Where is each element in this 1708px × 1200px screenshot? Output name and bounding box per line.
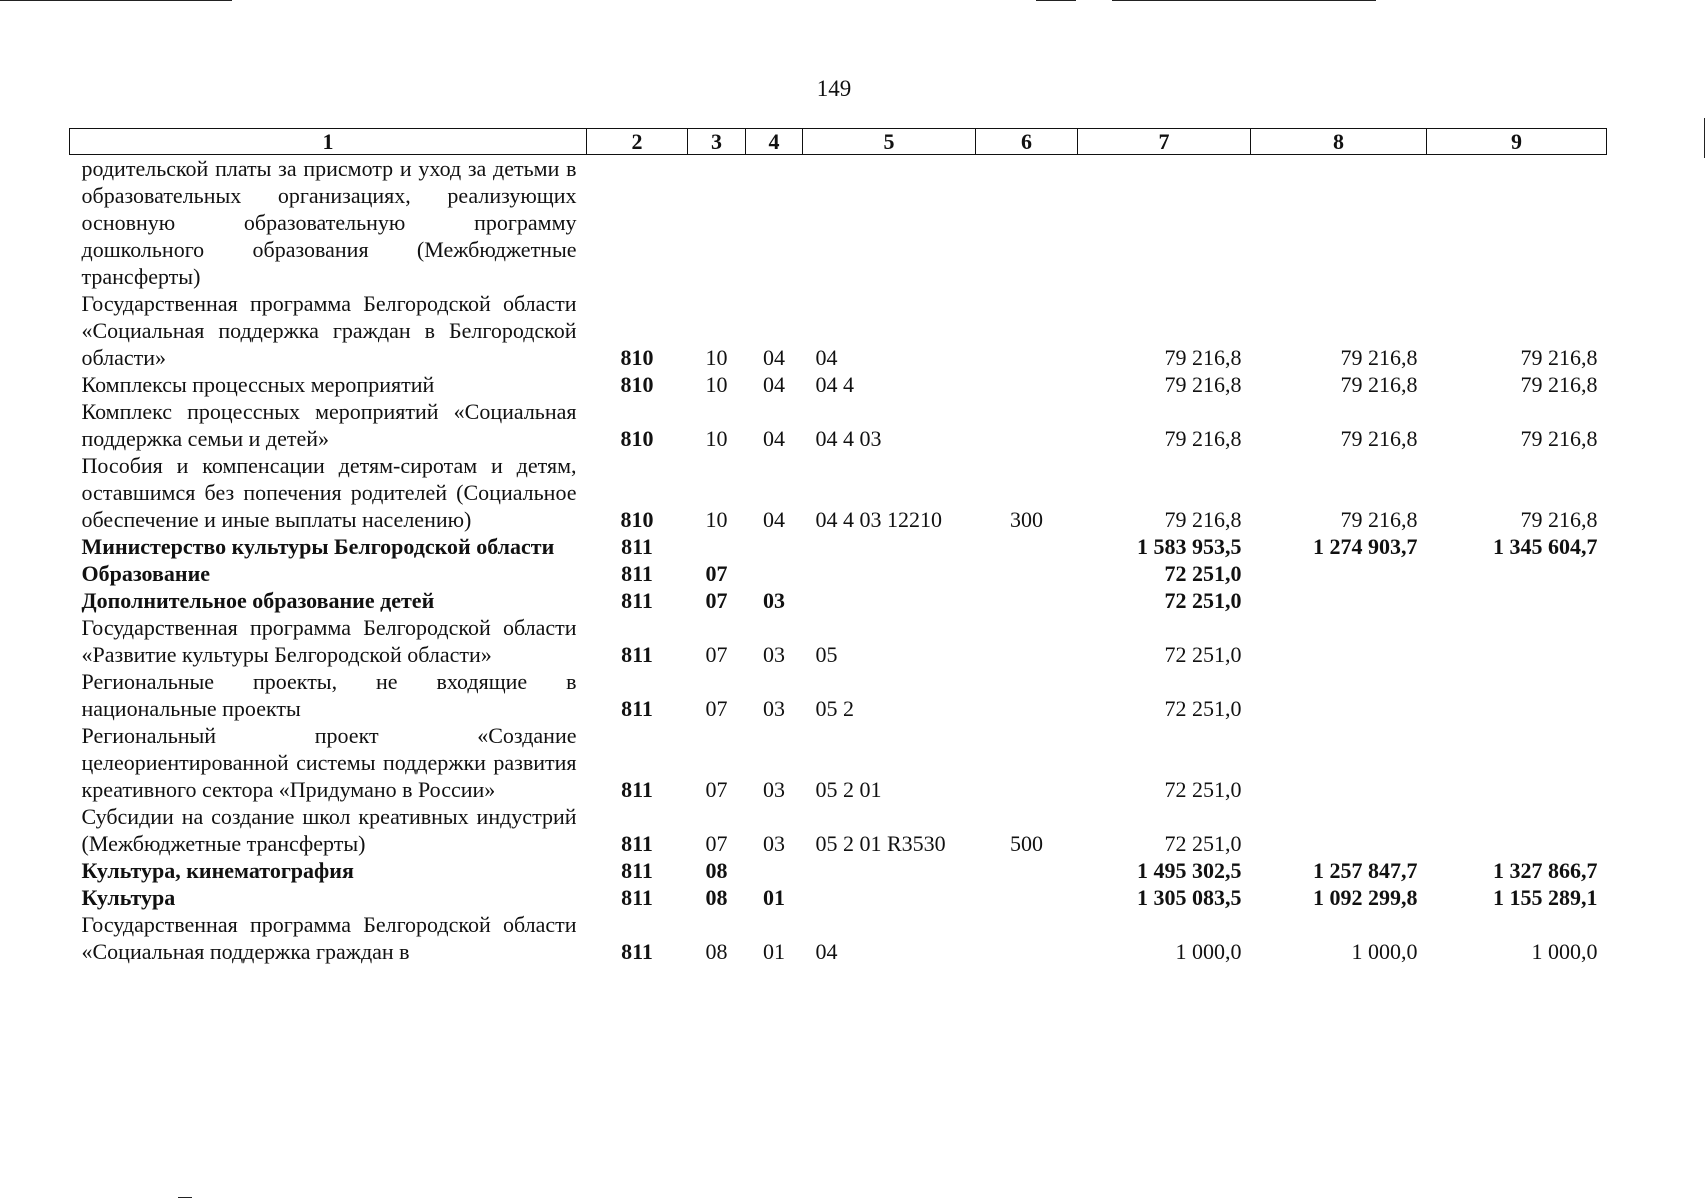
row-expense-type-code: 500 <box>1010 831 1043 856</box>
table-row <box>70 587 1607 614</box>
row-target-article-code: 05 2 01 R3530 <box>815 831 946 856</box>
row-subsection-code <box>746 560 803 587</box>
row-section-code: 10 <box>705 426 728 451</box>
row-expense-type-code <box>976 587 1078 614</box>
scan-mark-right-edge <box>1704 118 1705 158</box>
table-row <box>70 668 1607 722</box>
table-row <box>70 155 1607 291</box>
row-amount-col9 <box>1427 155 1607 291</box>
row-name: Пособия и компенсации детям-сиротам и детям, оставшимся без попечения родителей (Социальное обеспечение и иные выплаты населению) <box>81 453 577 532</box>
table-row <box>70 371 1607 398</box>
row-amount-col9 <box>1427 560 1607 587</box>
row-amount-col8: 79 216,8 <box>1340 372 1418 397</box>
row-amount-col7: 79 216,8 <box>1164 426 1242 451</box>
row-name: Государственная программа Белгородской области «Развитие культуры Белгородской области» <box>81 615 577 667</box>
row-ministry-code: 810 <box>620 507 654 532</box>
row-subsection-code <box>746 857 803 884</box>
row-subsection-code: 03 <box>763 831 785 856</box>
row-section-code: 07 <box>705 561 728 586</box>
row-amount-col9 <box>1427 722 1607 803</box>
row-ministry-code: 811 <box>621 588 653 613</box>
row-amount-col8: 1 274 903,7 <box>1313 534 1418 559</box>
row-amount-col8 <box>1251 803 1427 857</box>
row-subsection-code: 03 <box>763 642 785 667</box>
row-target-article-code: 04 4 03 <box>815 426 882 451</box>
row-target-article-code <box>803 857 976 884</box>
header-col-4: 4 <box>746 129 803 155</box>
row-name: родительской платы за присмотр и уход за детьми в образовательных организациях, реализующих основную образовательную программу дошкольного образования (Межбюджетные трансферты) <box>81 156 577 289</box>
row-expense-type-code <box>976 884 1078 911</box>
row-target-article-code: 04 <box>815 939 838 964</box>
row-ministry-code: 811 <box>621 534 653 559</box>
row-amount-col8: 79 216,8 <box>1340 345 1418 370</box>
row-amount-col8: 1 092 299,8 <box>1313 885 1418 910</box>
row-amount-col8 <box>1251 668 1427 722</box>
header-col-8: 8 <box>1251 129 1427 155</box>
row-amount-col8 <box>1251 560 1427 587</box>
table-row <box>70 452 1607 533</box>
row-expense-type-code <box>976 398 1078 452</box>
header-col-7: 7 <box>1078 129 1251 155</box>
row-expense-type-code <box>976 857 1078 884</box>
row-amount-col8: 79 216,8 <box>1340 507 1418 532</box>
row-amount-col9: 79 216,8 <box>1520 507 1598 532</box>
row-target-article-code: 05 2 <box>815 696 854 721</box>
row-amount-col9: 1 327 866,7 <box>1493 858 1598 883</box>
row-name: Министерство культуры Белгородской области <box>81 534 555 559</box>
row-amount-col7: 72 251,0 <box>1164 642 1242 667</box>
row-subsection-code: 04 <box>763 372 785 397</box>
row-expense-type-code <box>976 722 1078 803</box>
row-subsection-code: 03 <box>763 777 785 802</box>
row-ministry-code: 811 <box>621 642 653 667</box>
scan-mark-bottom-left <box>178 1197 192 1198</box>
row-name: Субсидии на создание школ креативных индустрий (Межбюджетные трансферты) <box>81 804 577 856</box>
row-amount-col7: 1 583 953,5 <box>1137 534 1242 559</box>
row-subsection-code: 01 <box>763 939 785 964</box>
header-col-5: 5 <box>803 129 976 155</box>
row-section-code: 08 <box>705 939 728 964</box>
row-expense-type-code <box>976 155 1078 291</box>
row-section-code: 08 <box>705 885 728 910</box>
row-amount-col7: 72 251,0 <box>1164 696 1242 721</box>
page-number: 149 <box>816 76 852 101</box>
header-col-9: 9 <box>1427 129 1607 155</box>
row-amount-col9 <box>1427 668 1607 722</box>
row-amount-col7: 72 251,0 <box>1164 588 1242 613</box>
row-subsection-code <box>746 155 803 291</box>
row-amount-col8: 79 216,8 <box>1340 426 1418 451</box>
row-subsection-code: 03 <box>763 588 785 613</box>
row-subsection-code: 01 <box>763 885 785 910</box>
row-ministry-code: 811 <box>621 777 653 802</box>
row-amount-col8: 1 257 847,7 <box>1313 858 1418 883</box>
row-expense-type-code <box>976 911 1078 965</box>
row-target-article-code <box>803 884 976 911</box>
table-header-row <box>70 129 1607 155</box>
table-row <box>70 884 1607 911</box>
row-amount-col7: 1 000,0 <box>1175 939 1242 964</box>
row-expense-type-code: 300 <box>1010 507 1043 532</box>
row-section-code: 07 <box>705 642 728 667</box>
row-target-article-code <box>803 533 976 560</box>
row-section-code: 07 <box>705 696 728 721</box>
row-name: Региональный проект «Создание целеориентированной системы поддержки развития креативного сектора «Придумано в России» <box>81 723 577 802</box>
row-target-article-code <box>803 587 976 614</box>
row-target-article-code: 04 4 <box>815 372 854 397</box>
row-section-code <box>688 155 746 291</box>
row-ministry-code: 811 <box>621 885 653 910</box>
row-amount-col7: 79 216,8 <box>1164 507 1242 532</box>
row-target-article-code: 05 <box>815 642 838 667</box>
row-amount-col7: 79 216,8 <box>1164 372 1242 397</box>
row-amount-col8 <box>1251 722 1427 803</box>
row-ministry-code: 811 <box>621 939 653 964</box>
row-ministry-code: 810 <box>620 372 654 397</box>
row-target-article-code <box>803 560 976 587</box>
row-name: Государственная программа Белгородской области «Социальная поддержка граждан в <box>81 912 577 964</box>
row-name: Государственная программа Белгородской области «Социальная поддержка граждан в Белгородской области» <box>81 291 577 370</box>
row-target-article-code <box>803 155 976 291</box>
row-name: Культура <box>81 885 176 910</box>
row-ministry-code: 811 <box>621 831 653 856</box>
header-col-3: 3 <box>688 129 746 155</box>
row-amount-col8 <box>1251 614 1427 668</box>
row-name: Культура, кинематография <box>81 858 354 883</box>
budget-table <box>69 128 1607 965</box>
row-section-code: 07 <box>705 588 728 613</box>
row-amount-col8 <box>1251 155 1427 291</box>
scan-mark-top-mid <box>1036 0 1076 1</box>
scan-mark-top-right <box>1112 0 1376 1</box>
row-subsection-code: 04 <box>763 345 785 370</box>
table-row <box>70 722 1607 803</box>
row-name: Региональные проекты, не входящие в национальные проекты <box>81 669 577 721</box>
row-amount-col7: 72 251,0 <box>1164 831 1242 856</box>
row-subsection-code: 04 <box>763 507 785 532</box>
row-name: Комплексы процессных мероприятий <box>81 372 435 397</box>
row-name: Образование <box>81 561 211 586</box>
row-subsection-code <box>746 533 803 560</box>
row-section-code: 10 <box>705 507 728 532</box>
row-amount-col9: 1 155 289,1 <box>1493 885 1598 910</box>
row-expense-type-code <box>976 371 1078 398</box>
row-amount-col8 <box>1251 587 1427 614</box>
table-row <box>70 803 1607 857</box>
row-subsection-code: 04 <box>763 426 785 451</box>
row-section-code: 07 <box>705 777 728 802</box>
table-row <box>70 560 1607 587</box>
row-amount-col7: 72 251,0 <box>1164 561 1242 586</box>
row-amount-col7 <box>1078 155 1251 291</box>
row-expense-type-code <box>976 533 1078 560</box>
table-row <box>70 857 1607 884</box>
row-amount-col9: 1 000,0 <box>1531 939 1598 964</box>
row-target-article-code: 04 4 03 12210 <box>815 507 942 532</box>
row-amount-col9: 79 216,8 <box>1520 372 1598 397</box>
row-section-code: 10 <box>705 345 728 370</box>
row-amount-col9 <box>1427 587 1607 614</box>
row-expense-type-code <box>976 614 1078 668</box>
row-target-article-code: 04 <box>815 345 838 370</box>
row-amount-col7: 1 495 302,5 <box>1137 858 1242 883</box>
row-amount-col9: 1 345 604,7 <box>1493 534 1598 559</box>
table-body <box>70 155 1607 966</box>
header-col-2: 2 <box>587 129 688 155</box>
row-name: Комплекс процессных мероприятий «Социальная поддержка семьи и детей» <box>81 399 577 451</box>
row-section-code: 08 <box>705 858 728 883</box>
row-expense-type-code <box>976 290 1078 371</box>
row-section-code <box>688 533 746 560</box>
row-amount-col9: 79 216,8 <box>1520 426 1598 451</box>
table-row <box>70 290 1607 371</box>
row-target-article-code: 05 2 01 <box>815 777 882 802</box>
table-row <box>70 911 1607 965</box>
table-row <box>70 614 1607 668</box>
row-ministry-code: 810 <box>620 426 654 451</box>
row-subsection-code: 03 <box>763 696 785 721</box>
row-ministry-code: 811 <box>621 858 653 883</box>
row-section-code: 10 <box>705 372 728 397</box>
row-name: Дополнительное образование детей <box>81 588 435 613</box>
header-col-6: 6 <box>976 129 1078 155</box>
row-expense-type-code <box>976 560 1078 587</box>
row-amount-col9 <box>1427 803 1607 857</box>
scan-mark-top-left <box>0 0 232 1</box>
row-section-code: 07 <box>705 831 728 856</box>
row-ministry-code: 811 <box>621 696 653 721</box>
row-ministry-code: 810 <box>620 345 654 370</box>
header-col-1: 1 <box>70 129 587 155</box>
row-expense-type-code <box>976 668 1078 722</box>
row-amount-col9: 79 216,8 <box>1520 345 1598 370</box>
row-amount-col7: 79 216,8 <box>1164 345 1242 370</box>
table-row <box>70 533 1607 560</box>
row-amount-col8: 1 000,0 <box>1351 939 1418 964</box>
row-amount-col7: 72 251,0 <box>1164 777 1242 802</box>
table-row <box>70 398 1607 452</box>
row-amount-col7: 1 305 083,5 <box>1137 885 1242 910</box>
row-ministry-code: 811 <box>621 561 653 586</box>
row-ministry-code <box>587 155 688 291</box>
row-amount-col9 <box>1427 614 1607 668</box>
